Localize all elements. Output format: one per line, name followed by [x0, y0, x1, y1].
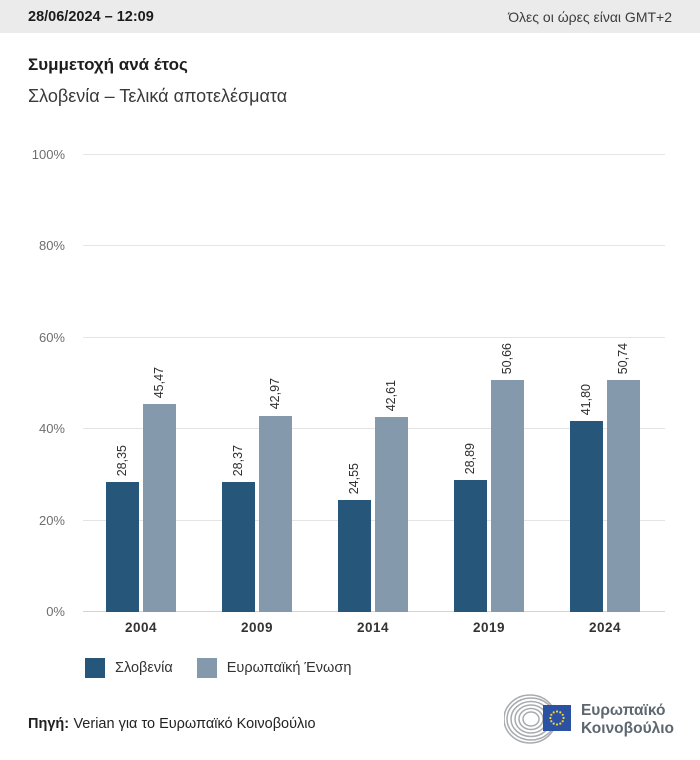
bar-series0-2004 — [106, 482, 139, 612]
bar-value-label-series0-2019: 28,89 — [462, 442, 477, 474]
x-tick-label-2014: 2014 — [356, 620, 390, 635]
y-tick-label-40: 40% — [38, 421, 65, 437]
plot-area — [31, 147, 665, 635]
bar-series0-2014 — [338, 500, 371, 612]
european-parliament-logo — [504, 694, 674, 746]
bar-series0-2009 — [222, 482, 255, 612]
gridline-100 — [83, 154, 665, 155]
x-tick-label-2024: 2024 — [588, 620, 622, 635]
y-tick-label-20: 20% — [38, 512, 65, 528]
bar-value-label-series0-2004: 28,35 — [114, 445, 129, 477]
y-tick-label-0: 0% — [46, 604, 65, 619]
bar-series1-2009 — [259, 416, 292, 612]
x-tick-label-2004: 2004 — [124, 620, 158, 635]
y-tick-label-100: 100% — [31, 147, 65, 162]
x-tick-label-2019: 2019 — [472, 620, 506, 635]
bar-series1-2014 — [375, 417, 408, 612]
bar-value-label-series0-2024: 41,80 — [578, 383, 593, 415]
bar-series0-2019 — [454, 480, 487, 612]
bar-series1-2024 — [607, 380, 640, 612]
report-datetime: 28/06/2024 – 12:09 — [28, 8, 154, 25]
bar-value-label-series1-2009: 42,97 — [267, 378, 282, 410]
gridline-60 — [83, 337, 665, 338]
page-title: Συμμετοχή ανά έτος — [28, 55, 188, 74]
top-bar — [0, 0, 700, 33]
legend-label-eu: Ευρωπαϊκή Ένωση — [226, 660, 352, 676]
x-tick-label-2009: 2009 — [240, 620, 274, 635]
legend-swatch-slovenia — [85, 658, 105, 678]
source-note — [28, 716, 316, 732]
eu-flag — [543, 705, 571, 731]
bar-value-label-series1-2004: 45,47 — [151, 366, 166, 399]
bar-value-label-series1-2014: 42,61 — [383, 380, 398, 412]
bar-series0-2024 — [570, 421, 603, 612]
bar-value-label-series0-2014: 24,55 — [346, 462, 361, 494]
legend-item-eu — [197, 658, 352, 678]
hemicycle-eu-flag-icon — [504, 694, 574, 746]
legend-item-slovenia — [85, 658, 173, 678]
chart-legend — [85, 658, 351, 678]
bar-value-label-series1-2019: 50,66 — [499, 343, 514, 375]
timezone-note: Όλες οι ώρες είναι GMT+2 — [508, 8, 672, 25]
gridline-80 — [83, 245, 665, 246]
y-tick-label-60: 60% — [38, 329, 65, 345]
legend-swatch-eu — [197, 658, 217, 678]
y-tick-label-80: 80% — [38, 238, 65, 254]
source-text: Verian για το Ευρωπαϊκό Κοινοβούλιο — [73, 716, 316, 732]
bar-series1-2004 — [143, 404, 176, 612]
source-label: Πηγή: — [28, 716, 70, 732]
logo-wordmark-line1: Ευρωπαϊκό — [580, 701, 666, 719]
legend-label-slovenia: Σλοβενία — [115, 660, 173, 676]
bar-series1-2019 — [491, 380, 524, 612]
page-subtitle: Σλοβενία – Τελικά αποτελέσματα — [28, 86, 288, 106]
logo-wordmark — [581, 702, 674, 739]
bar-value-label-series0-2009: 28,37 — [230, 445, 245, 477]
bar-value-label-series1-2024: 50,74 — [615, 342, 630, 375]
logo-wordmark-line2: Κοινοβούλιο — [580, 720, 674, 737]
